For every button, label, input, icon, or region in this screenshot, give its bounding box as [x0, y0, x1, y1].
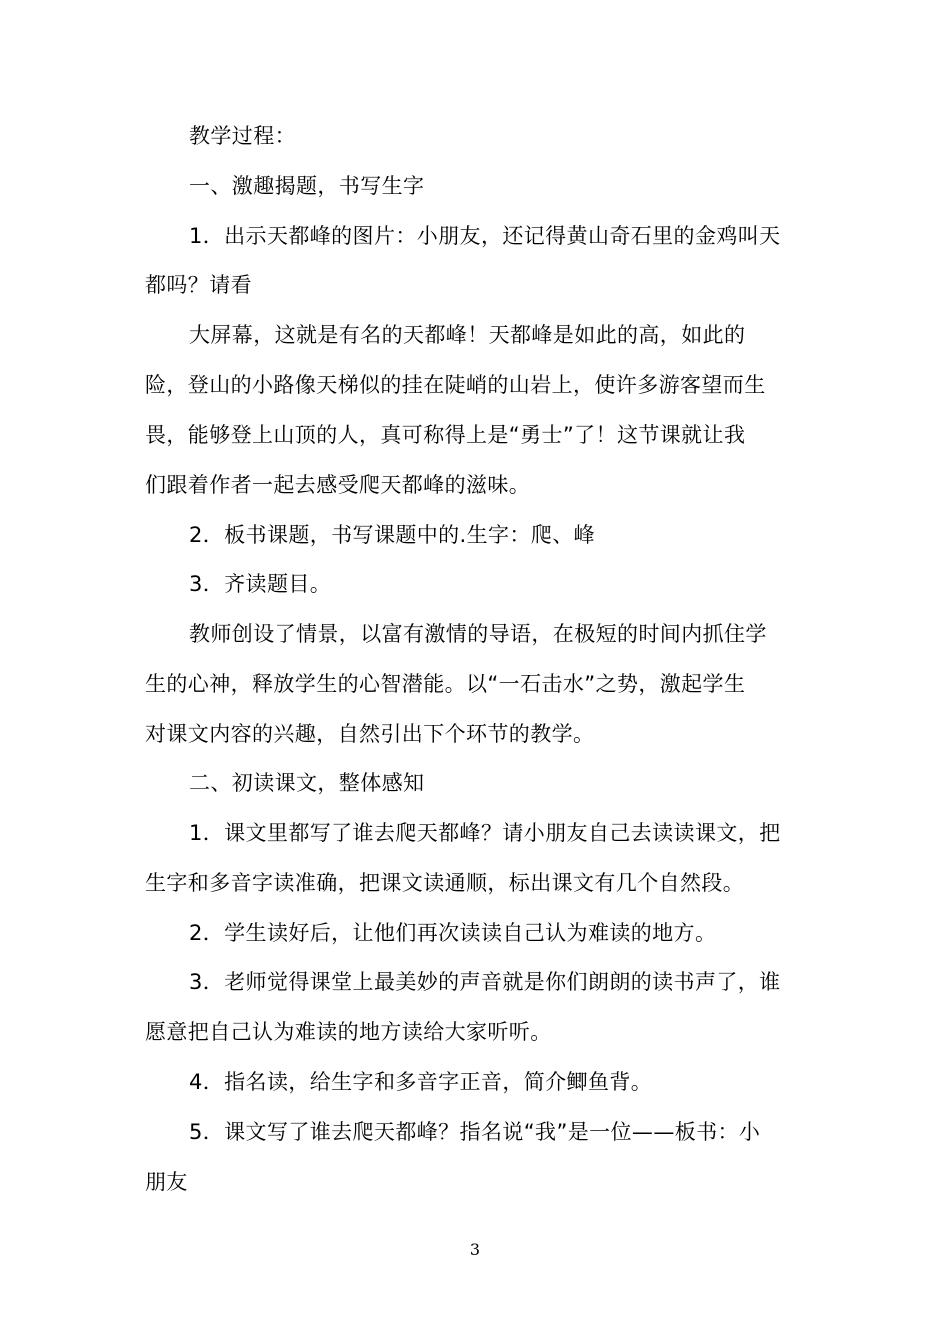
text-line: 对课文内容的兴趣，自然引出下个环节的教学。	[145, 722, 595, 746]
text-line: 生字和多音字读准确，把课文读通顺，标出课文有几个自然段。	[145, 871, 745, 895]
text-line: 教学过程：	[189, 124, 296, 148]
section-heading: 一、激趣揭题，书写生字	[189, 174, 425, 198]
text-line: 生的心神，释放学生的心智潜能。以“一石击水”之势，激起学生	[145, 672, 746, 696]
text-line: 愿意把自己认为难读的地方读给大家听听。	[145, 1020, 552, 1044]
text-line: 险，登山的小路像天梯似的挂在陡峭的山岩上，使许多游客望而生	[145, 373, 766, 397]
text-line: 2．学生读好后，让他们再次读读自己认为难读的地方。	[189, 921, 717, 945]
text-line: 都吗？请看	[145, 273, 252, 297]
text-line: 1．课文里都写了谁去爬天都峰？请小朋友自己去读读课文，把	[189, 821, 781, 845]
text-line: 2．板书课题，书写课题中的.生字：爬、峰	[189, 523, 596, 547]
text-line: 大屏幕，这就是有名的天都峰！天都峰是如此的高，如此的	[189, 323, 746, 347]
text-line: 教师创设了情景，以富有激情的导语，在极短的时间内抓住学	[189, 622, 767, 646]
text-line: 畏，能够登上山顶的人，真可称得上是“勇士”了！这节课就让我	[145, 423, 746, 447]
text-line: 1．出示天都峰的图片：小朋友，还记得黄山奇石里的金鸡叫天	[189, 224, 781, 248]
text-line: 3．齐读题目。	[189, 572, 332, 596]
text-line: 5．课文写了谁去爬天都峰？指名说“我”是一位——板书：小	[189, 1120, 761, 1144]
page-number: 3	[469, 1240, 481, 1259]
text-line: 4．指名读，给生字和多音字正音，简介鲫鱼背。	[189, 1070, 653, 1094]
section-heading: 二、初读课文，整体感知	[189, 771, 425, 795]
text-line: 们跟着作者一起去感受爬天都峰的滋味。	[145, 473, 531, 497]
text-line: 朋友	[145, 1170, 188, 1194]
text-line: 3．老师觉得课堂上最美妙的声音就是你们朗朗的读书声了，谁	[189, 970, 781, 994]
